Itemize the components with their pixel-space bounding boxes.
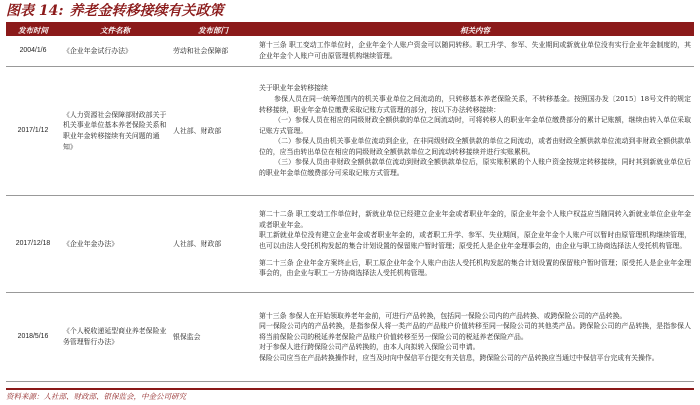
content-para: 保险公司应当在产品转换操作时，应当及时向中保信平台提交有关信息，跨保险公司的产品转换应当通过中保信平台完成有关操作。 [259, 353, 659, 362]
row-content [256, 36, 694, 67]
source-note: 资料来源：人社部、财政部、银保监会，中金公司研究 [6, 388, 694, 404]
header-dept: 发布部门 [170, 24, 256, 36]
content-para: （三）参保人员由非财政全额供款单位流动到财政全额供款单位后，原实账积累的个人账户资金按规定转移接续，同时其到新就业单位后的职业年金单位缴费部分可采取记账方式管理。 [259, 158, 691, 178]
row-dept: 劳动和社会保障部 [170, 36, 256, 67]
row-dept: 人社部、财政部 [170, 67, 256, 196]
row-dept: 银保监会 [170, 293, 256, 382]
content-para: 第十三条 参保人在开始领取养老年金前，可进行产品转换，包括同一保险公司内的产品转换、或跨保险公司的产品转换。 [259, 311, 627, 320]
content-para: 第十三条 职工变动工作单位时，企业年金个人账户资金可以随同转移。职工升学、参军、失业期间或新就业单位没有实行企业年金制度的，其企业年金个人账户可由原管理机构继续管理。 [259, 41, 691, 60]
row-doc: 《个人税收递延型商业养老保险业务管理暂行办法》 [60, 293, 170, 382]
content-para: 对于参保人进行跨保险公司产品转换的，由本人向拟转入保险公司申请。 [259, 343, 480, 352]
row-doc: 《企业年金办法》 [60, 196, 170, 293]
row-date: 2017/1/12 [6, 67, 60, 196]
table-row [6, 196, 694, 293]
figure-heading: 养老金转移接续有关政策 [69, 3, 224, 19]
row-content [256, 67, 694, 196]
row-date: 2004/1/6 [6, 36, 60, 67]
content-para: （一）参保人员在相应的同级财政全额供款的单位之间流动时，可将转移人的职业年金单位缴费部分的累计记账额，继续由转入单位采取记账方式管理。 [259, 116, 691, 135]
content-para: 职工新就业单位没有建立企业年金或者职业年金的，或者职工升学、参军、失业期间，原企业年金个人账户可以暂时由原管理机构继续管理，也可以由法人受托机构发起的集合计划设置的保留账户暂时管理；原受托人是企业年金理事会的，由企业与职工协商选择法人受托机构管理。 [259, 231, 691, 250]
row-date: 2018/5/16 [6, 293, 60, 382]
figure-title [6, 2, 694, 24]
header-date: 发布时间 [6, 24, 60, 36]
content-para: 第二十二条 职工变动工作单位时，新就业单位已经建立企业年金或者职业年金的，原企业年金个人账户权益应当随同转入新就业单位企业年金或者职业年金。 [259, 210, 691, 229]
row-dept: 人社部、财政部 [170, 196, 256, 293]
row-content [256, 196, 694, 293]
header-doc: 文件名称 [60, 24, 170, 36]
policy-table [6, 24, 694, 382]
row-doc: 《企业年金试行办法》 [60, 36, 170, 67]
content-para: 关于职业年金转移接续 [259, 84, 328, 93]
row-doc: 《人力资源社会保障部财政部关于机关事业单位基本养老保险关系和职业年金转移接续有关问题的通知》 [60, 67, 170, 196]
table-row [6, 293, 694, 382]
row-content [256, 293, 694, 382]
content-para: 第二十三条 企业年金方案终止后，职工原企业年金个人账户由法人受托机构发起的集合计划设置的保留账户暂时管理；原受托人是企业年金理事会的，由企业与职工一方协商选择法人受托机构管理。 [259, 258, 691, 278]
content-para: （二）参保人员由机关事业单位流动到企业，在非同级财政全额供款的单位之间流动，或者由财政全额供款单位流动到非财政全额供款单位的，应当由转出单位在相应的同级财政全额供款单位之间流动转移接续并进行实账累积。 [259, 137, 691, 156]
table-row [6, 36, 694, 67]
figure-label: 图表 14: [6, 3, 64, 19]
row-date: 2017/12/18 [6, 196, 60, 293]
content-para: 参保人员在同一统筹范围内的机关事业单位之间流动的，只转移基本养老保险关系，不转移基金。按照国办发〔2015〕18号文件的规定转移接续，职业年金单位缴费采取记账方式管理的部分，按以下办法转移接续： [259, 94, 691, 114]
header-content: 相关内容 [256, 24, 694, 36]
table-header-row [6, 24, 694, 36]
content-para: 同一保险公司内的产品转换，是指参保人将一类产品的产品账户价值转移至同一保险公司的其他类产品。跨保险公司的产品转换，是指参保人将当前保险公司的税延养老保险产品账户价值转移至另一保险公司的税延养老保险产品。 [259, 322, 691, 341]
table-row [6, 67, 694, 196]
